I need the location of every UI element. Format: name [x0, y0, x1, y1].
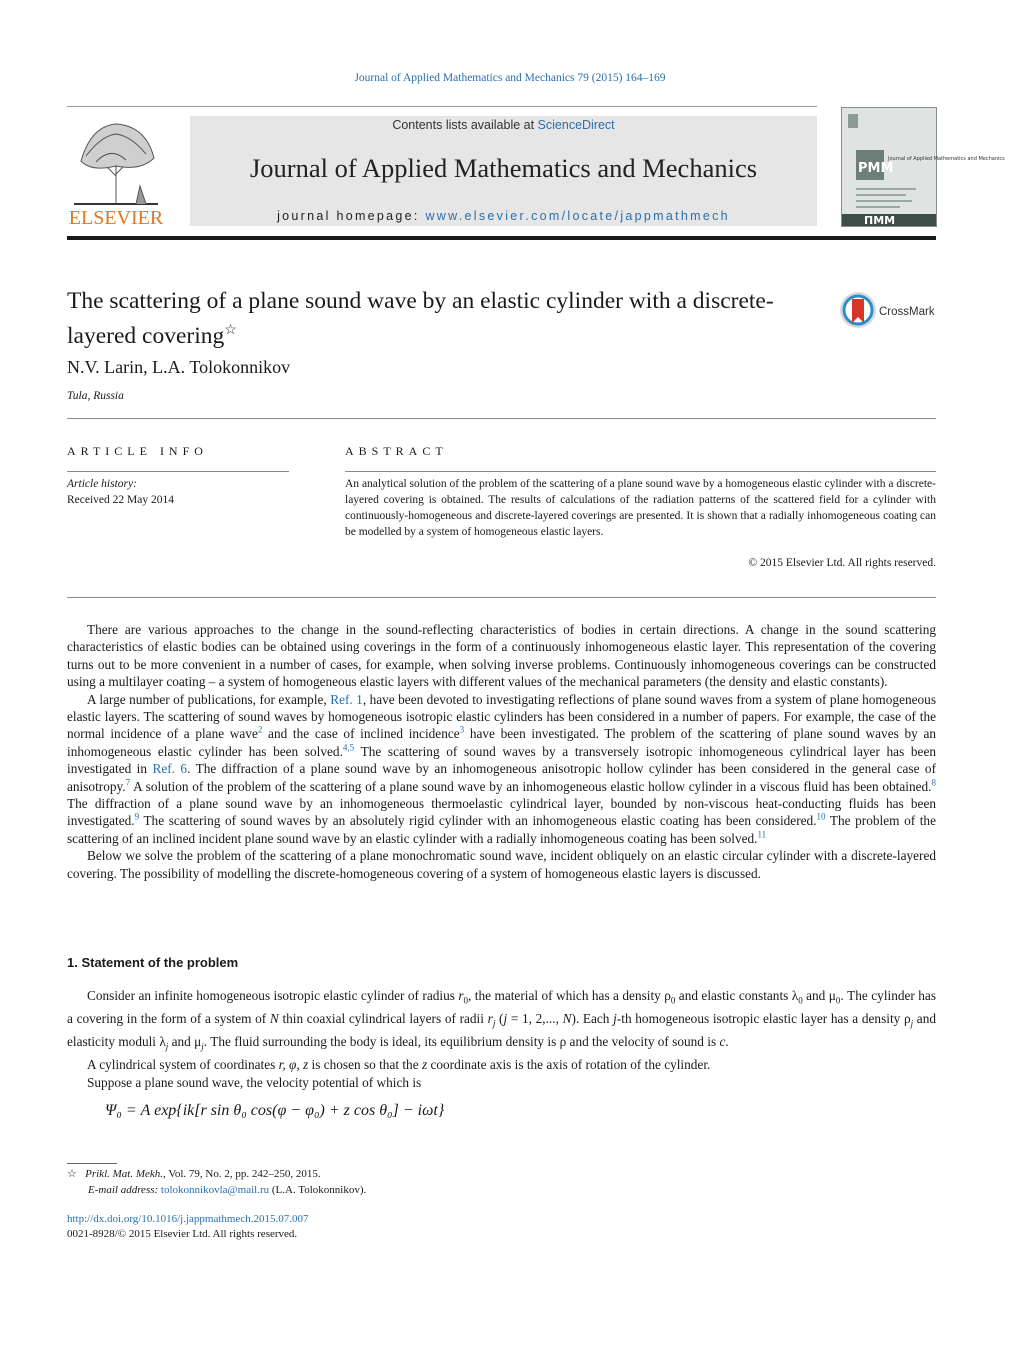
ref-11-link[interactable]: 11	[757, 829, 767, 840]
journal-name: Journal of Applied Mathematics and Mechanics	[249, 153, 758, 183]
history-label: Article history:	[67, 478, 137, 490]
ref-9-link[interactable]: 9	[134, 812, 140, 823]
paragraph-5: A cylindrical system of coordinates r, φ, z is chosen so that the z coordinate axis is the axis of rotation of the cylinder.	[87, 1057, 711, 1073]
article-history	[67, 476, 174, 508]
email-link[interactable]: tolokonnikovla@mail.ru	[160, 1184, 270, 1196]
contents-prefix: Contents lists available at	[392, 118, 538, 132]
ref-10-link[interactable]: 10	[816, 812, 826, 823]
affiliation: Tula, Russia	[67, 390, 124, 402]
issn-line: 0021-8928/© 2015 Elsevier Ltd. All rights reserved.	[67, 1228, 298, 1240]
footnote-journal: ☆ Prikl. Mat. Mekh., Vol. 79, No. 2, pp. 242–250, 2015.	[67, 1168, 321, 1180]
abstract-text: An analytical solution of the problem of the scattering of a plane sound wave by a homogeneous elastic cylinder with a discrete-layered covering is obtained. The results of calculations of the radiation patterns of the scattered field for a cylinder with continuously-homogeneous and discrete-layered coverings are presented. It is shown that a radially inhomogeneous coating can be modelled by a system of homogeneous elastic layers.	[345, 478, 936, 538]
elsevier-tree-icon	[66, 116, 166, 228]
paragraph-4: Consider an infinite homogeneous isotropic elastic cylinder of radius $r_0$, the material of which has a density $\rho_0$ and elastic constants $\lambda_0$ and $\mu_0$. The cylinder has a covering in the form of a system of N thin coaxial cylindrical layers of radii $r_j$ (j = 1, 2,..., N). Each j-th homogeneous isotropic elastic layer has a density $\rho_j$ and elasticity moduli $\lambda_j$ and $\mu_j$. The fluid surrounding the body is ideal, its equilibrium density is ρ and the velocity of sound is c.	[67, 988, 936, 1052]
homepage-prefix: journal homepage:	[277, 209, 426, 223]
doi-line	[67, 1211, 308, 1227]
ref-3-link[interactable]: 3	[459, 725, 465, 736]
article-title	[67, 286, 807, 351]
abstract-copyright: © 2015 Elsevier Ltd. All rights reserved.	[748, 557, 936, 569]
abstract-rule	[345, 471, 936, 472]
journal-citation[interactable]: Journal of Applied Mathematics and Mechanics 79 (2015) 164–169	[354, 72, 666, 84]
crossmark-badge[interactable]	[839, 290, 939, 330]
svg-text:PMM: PMM	[858, 161, 894, 176]
ref-1-link[interactable]: Ref. 1	[330, 691, 363, 707]
elsevier-logo	[66, 116, 166, 228]
cover-title: ПММ	[864, 214, 896, 227]
footnote-email: E-mail address: tolokonnikovla@mail.ru (L.A. Tolokonnikov).	[88, 1184, 367, 1196]
body-intro	[67, 621, 936, 882]
journal-homepage	[190, 209, 817, 223]
cover-subtitle: Journal of Applied Mathematics and Mechanics	[888, 156, 1005, 162]
journal-cover-image	[842, 108, 1005, 227]
ref-2-link[interactable]: 2	[257, 725, 263, 736]
title-footnote-mark[interactable]: ☆	[224, 323, 237, 338]
title-rule	[67, 418, 936, 419]
doi-link[interactable]: http://dx.doi.org/10.1016/j.jappmathmech.2015.07.007	[67, 1213, 309, 1225]
received-date: Received 22 May 2014	[67, 494, 174, 506]
section-heading: 1. Statement of the problem	[67, 955, 239, 970]
footnote-mark: ☆	[67, 1168, 77, 1180]
article-title-text: The scattering of a plane sound wave by an elastic cylinder with a discrete-layered covering	[67, 288, 774, 349]
elsevier-wordmark: ELSEVIER	[68, 207, 164, 229]
info-rule	[67, 471, 289, 472]
paragraph-3: Below we solve the problem of the scattering of a plane monochromatic sound wave, incident obliquely on an elastic circular cylinder with a discrete-layered covering. The possibility of modelling the discrete-homogeneous covering of a system of homogeneous elastic layers is discussed.	[67, 848, 936, 881]
email-label: E-mail address:	[88, 1184, 161, 1196]
ref-6-link[interactable]: Ref. 6	[152, 761, 188, 777]
paragraph-1: There are various approaches to the change in the sound-reflecting characteristics of bodies in certain directions. A change in the sound scattering characteristics of elastic bodies can be obtained using coverings in the form of a continuously inhomogeneous elastic layer. This representation of the covering turns out to be more convenient in a number of cases, for example, when solving inverse problems. Continuously inhomogeneous coverings can be constructed using a multilayer coating – a system of homogeneous elastic layers with different values of the mechanical parameters (the density and elastic constants).	[67, 622, 936, 690]
article-info-heading: ARTICLE INFO	[67, 444, 208, 458]
paragraph-2: A large number of publications, for example, Ref. 1, have been devoted to investigating reflections of plane sound waves from a system of plane homogeneous elastic layers. The scattering of sound waves by homogeneous isotropic elastic cylinders has been considered in a number of papers. For example, the case of the normal incidence of a plane wave$^2$ and the case of inclined incidence$^3$ have been investigated. The problem of the scattering of plane sound waves by an inhomogeneous elastic cylinder has been solved.$^{4,5}$ The scattering of sound waves by a transversely isotropic inhomogeneous cylindrical layer has been investigated in Ref. 6. The diffraction of a plane sound wave by an inhomogeneous anisotropic hollow cylinder has been considered in the general case of anisotropy.$^7$ A solution of the problem of the scattering of a plane sound wave by an inhomogeneous elastic hollow cylinder in a viscous fluid has been obtained.$^8$ The diffraction of a plane sound wave by an inhomogeneous thermoelastic cylindrical layer, bounded by non-viscous heat-conducting fluids has been investigated.$^9$ The scattering of sound waves by an absolutely rigid cylinder with an inhomogeneous elastic coating has been considered.$^{10}$ The problem of the scattering of an inclined incident plane sound wave by an elastic cylinder with a radially inhomogeneous coating has been solved.$^{11}$	[67, 691, 937, 846]
ref-4-5-link[interactable]: 4,5	[342, 742, 355, 753]
body-section-1	[67, 987, 936, 1091]
sciencedirect-link[interactable]: ScienceDirect	[537, 118, 615, 132]
crossmark-icon	[839, 290, 939, 330]
journal-ref: Prikl. Mat. Mekh.	[85, 1168, 164, 1180]
velocity-potential-formula: Ψ₀ = A exp{ik[r sin θ₀ cos(φ − φ₀) + z cos θ₀] − iωt}	[105, 1102, 445, 1119]
ref-7-link[interactable]: 7	[125, 777, 131, 788]
abstract-heading: ABSTRACT	[345, 444, 448, 458]
footnote-rule	[67, 1163, 117, 1164]
homepage-link[interactable]: www.elsevier.com/locate/jappmathmech	[425, 209, 730, 223]
header-rule	[67, 106, 817, 107]
authors: N.V. Larin, L.A. Tolokonnikov	[67, 357, 291, 377]
journal-cover	[841, 107, 1005, 227]
paragraph-6: Suppose a plane sound wave, the velocity potential of which is	[87, 1074, 422, 1090]
crossmark-label: CrossMark	[879, 306, 935, 318]
header-thick-rule	[67, 236, 936, 240]
ref-8-link[interactable]: 8	[931, 777, 936, 788]
abstract-bottom-rule	[67, 597, 936, 598]
contents-line	[190, 118, 817, 132]
